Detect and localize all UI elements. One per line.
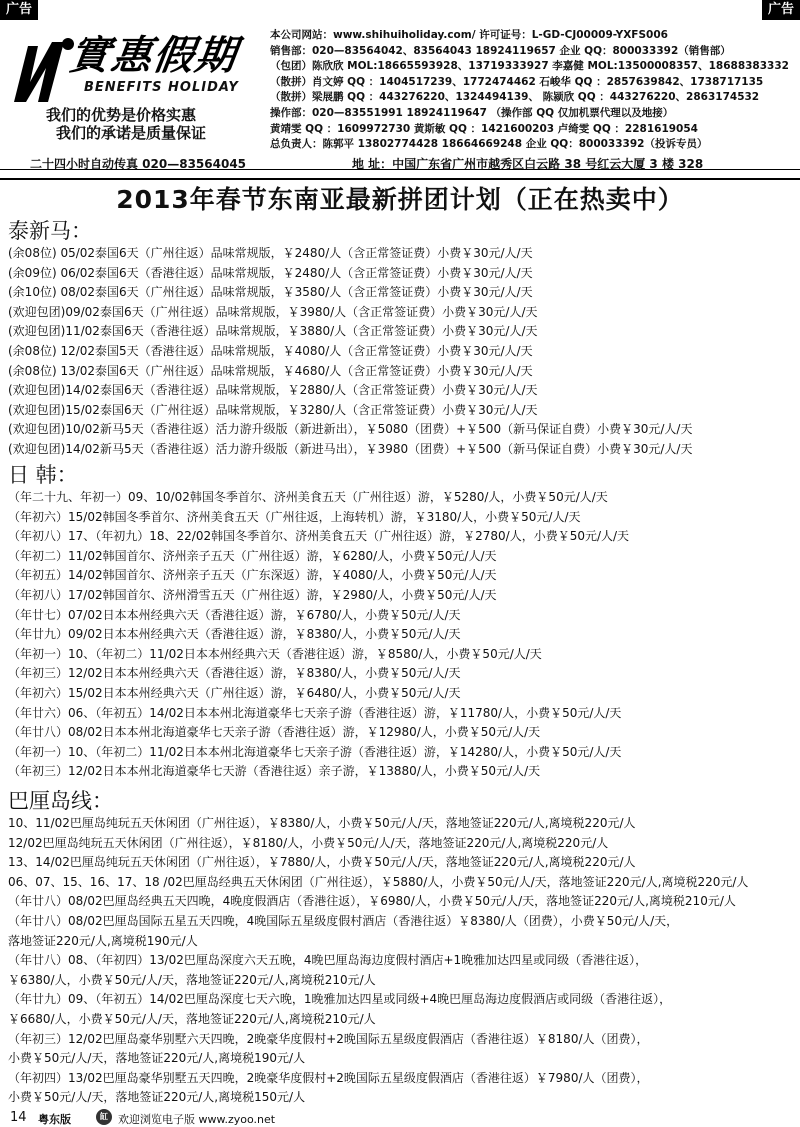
publisher-logo-icon: 缸 [96,1109,112,1125]
tour-line: （年初三）12/02巴厘岛豪华别墅六天四晚，2晚豪华度假村+2晚国际五星级度假酒店（香港往返）￥8180/人（团费）， [8,1031,649,1046]
tour-line: ￥6680/人，小费￥50元/人/天，落地签证220元/人,离境税210元/人 [8,1011,376,1026]
tour-line: 12/02巴厘岛纯玩五天休闲团（广州往返），￥8180/人，小费￥50元/人/天，落地签证220元/人,离境税220元/人 [8,835,609,850]
tour-line: （年初六）15/02韩国冬季首尔、济州美食五天（广州往返，上海转机）游，￥3180/人，小费￥50元/人/天 [8,509,581,524]
tour-line: (余08位) 13/02泰国6天（广州往返）品味常规版，￥4680/人（含正常签证费）小费￥30元/人/天 [8,363,533,378]
tour-line: (欢迎包团)15/02泰国6天（广州往返）品味常规版，￥3280/人（含正常签证费）小费￥30元/人/天 [8,402,538,417]
contact-row: （散拼）肖文婷 QQ ：1404517239、1772474462 石峻华 QQ ：2857639842、1738717135 [270,75,764,88]
tour-line: （年初三）12/02日本本州北海道豪华七天游（香港往返）亲子游，￥13880/人，小费￥50元/人/天 [8,764,541,779]
logo-chinese-name: 實惠假期 [66,32,241,79]
tour-line: 10、11/02巴厘岛纯玩五天休闲团（广州往返），￥8380/人，小费￥50元/人/天，落地签证220元/人,离境税220元/人 [8,816,636,830]
tour-line: （年廿九）09/02日本本州经典六天（香港往返）游，￥8380/人，小费￥50元/人/天 [8,627,461,642]
contact-row: 操作部：020—83551991 18924119647 （操作部 QQ 仅加机票代理以及地接） [270,106,674,119]
tour-line: ￥6380/人，小费￥50元/人/天，落地签证220元/人,离境税210元/人 [8,972,376,987]
tour-line: （年廿九）09、（年初五）14/02巴厘岛深度七天六晚，1晚雅加达四星或同级+4晚巴厘岛海边度假酒店或同级（香港往返）， [8,992,672,1007]
company-header [0,18,800,180]
contact-row: 本公司网站：www.shihuiholiday.com/ 许可证号：L-GD-CJ00009-YXFS006 [270,29,668,41]
logo-english-name: BENEFITS HOLIDAY [84,80,239,95]
tour-line: （年初一）10、（年初二）11/02日本本州北海道豪华七天亲子游（香港往返）游，￥14280/人，小费￥50元/人/天 [8,744,622,759]
tour-line: (欢迎包团)10/02新马5天（香港往返）活力游升级版（新进新出），￥5080（团费）+￥500（新马保证自费）小费￥30元/人/天 [8,422,693,437]
tour-line: (余09位) 06/02泰国6天（香港往返）品味常规版，￥2480/人（含正常签证费）小费￥30元/人/天 [8,265,533,280]
tour-line: （年初六）15/02日本本州经典六天（广州往返）游，￥6480/人，小费￥50元/人/天 [8,685,461,700]
tour-line: (欢迎包团)14/02泰国6天（香港往返）品味常规版，￥2880/人（含正常签证费）小费￥30元/人/天 [8,383,538,398]
tour-line: （年廿八）08/02巴厘岛经典五天四晚，4晚度假酒店（香港往返），￥6980/人，小费￥50元/人/天，落地签证220元/人,离境税210元/人 [8,894,736,909]
contact-row: 销售部：020—83564042、83564043 18924119657 企业 QQ：800033392（销售部） [270,44,731,57]
tour-line: （年初五）14/02韩国首尔、济州亲子五天（广东深返）游，￥4080/人，小费￥50元/人/天 [8,568,497,583]
tour-line: （年二十九、年初一）09、10/02韩国冬季首尔、济州美食五天（广州往返）游，￥5280/人，小费￥50元/人/天 [8,490,608,504]
website-promo: 欢迎浏览电子版 www.zyoo.net [118,1113,276,1126]
tour-line: 落地签证220元/人,离境税190元/人 [8,933,198,948]
company-logo [6,22,268,144]
top-bar [0,0,800,20]
slogan-price: 我们的优势是价格实惠 [46,106,197,124]
edition-label: 粤东版 [38,1113,71,1126]
ad-tag-left: 广告 [0,0,38,20]
tour-line: (余10位) 08/02泰国6天（广州往返）品味常规版，￥3580/人（含正常签证费）小费￥30元/人/天 [8,285,533,300]
contact-info [270,28,798,153]
ad-tag-right: 广告 [762,0,800,20]
tour-line: （年廿八）08/02日本本州北海道豪华七天亲子游（香港往返）游，￥12980/人，小费￥50元/人/天 [8,725,541,740]
tour-line: (欢迎包团)11/02泰国6天（香港往返）品味常规版，￥3880/人（含正常签证费）小费￥30元/人/天 [8,324,538,339]
contact-row: 总负责人：陈郭平 13802774428 18664669248 企业 QQ：800033392（投诉专员） [270,138,708,151]
tour-line: （年初八）17、（年初九）18、22/02韩国冬季首尔、济州美食五天（广州往返）游，￥2780/人，小费￥50元/人/天 [8,529,630,544]
tour-line: （年初八）17/02韩国首尔、济州滑雪五天（广州往返）游，￥2980/人，小费￥50元/人/天 [8,587,497,602]
tour-line: 小费￥50元/人/天，落地签证220元/人,离境税190元/人 [8,1051,306,1066]
section-japan-korea [8,462,629,782]
page-footer [0,1108,800,1127]
section-thailand-singapore-malaysia [8,218,692,460]
tour-line: （年初三）12/02日本本州经典六天（香港往返）游，￥8380/人，小费￥50元/人/天 [8,666,461,681]
tour-line: （年初一）10、（年初二）11/02日本本州经典六天（香港往返）游，￥8580/人，小费￥50元/人/天 [8,646,542,661]
tour-line: (欢迎包团)14/02新马5天（香港往返）活力游升级版（新进马出），￥3980（团费）+￥500（新马保证自费）小费￥30元/人/天 [8,441,693,456]
tour-line: (余08位) 05/02泰国6天（广州往返）品味常规版，￥2480/人（含正常签证费）小费￥30元/人/天 [8,246,533,260]
section-heading: 泰新马： [8,219,92,243]
tour-line: （年廿八）08、（年初四）13/02巴厘岛深度六天五晚，4晚巴厘岛海边度假村酒店+1晚雅加达四星或同级（香港往返）， [8,953,648,968]
contact-row: 黄靖雯 QQ ：1609972730 黄斯敏 QQ ：1421600203 卢绮雯 QQ ：2281619054 [270,122,698,135]
fax-number: 二十四小时自动传真 020—83564045 [30,157,247,171]
tour-list [8,814,748,1108]
tour-line: （年廿六）06、（年初五）14/02日本本州北海道豪华七天亲子游（香港往返）游，￥11780/人，小费￥50元/人/天 [8,705,622,720]
tour-line: （年廿七）07/02日本本州经典六天（香港往返）游，￥6780/人，小费￥50元/人/天 [8,607,461,622]
contact-row: （包团）陈欣欣 MOL:18665593928、13719333927 李嘉健 MOL:13500008357、18688383332 [270,60,789,73]
company-address: 地 址：中国广东省广州市越秀区白云路 38 号红云大厦 3 楼 328 [352,157,704,171]
slogan-quality: 我们的承诺是质量保证 [56,124,207,142]
tour-line: （年廿八）08/02巴厘岛国际五星五天四晚，4晚国际五星级度假村酒店（香港往返）￥8380/人（团费），小费￥50元/人/天， [8,913,679,928]
tour-line: 13、14/02巴厘岛纯玩五天休闲团（广州往返），￥7880/人，小费￥50元/人/天，落地签证220元/人,离境税220元/人 [8,855,636,870]
section-heading: 巴厘岛线： [8,789,113,813]
tour-line: （年初四）13/02巴厘岛豪华别墅五天四晚，2晚豪华度假村+2晚国际五星级度假酒店（香港往返）￥7980/人（团费）， [8,1070,649,1085]
tour-line: (欢迎包团)09/02泰国6天（广州往返）品味常规版，￥3980/人（含正常签证费）小费￥30元/人/天 [8,304,538,319]
tour-line: 06、07、15、16、17、18 /02巴厘岛经典五天休闲团（广州往返），￥5880/人，小费￥50元/人/天，落地签证220元/人,离境税220元/人 [8,874,749,889]
contact-row: （散拼）梁展鹏 QQ ：443276220、1324494139、 陈颍欣 QQ ：443276220、2863174532 [270,91,760,104]
tour-line: （年初二）11/02韩国首尔、济州亲子五天（广州往返）游，￥6280/人，小费￥50元/人/天 [8,548,497,563]
section-bali [8,788,748,1108]
tour-list [8,488,629,782]
page-number: 14 [10,1110,27,1125]
section-heading: 日 韩： [8,463,78,487]
page-title: 2013年春节东南亚最新拼团计划（正在热卖中） [116,185,684,214]
tour-list [8,244,692,460]
tour-line: (余08位) 12/02泰国5天（香港往返）品味常规版，￥4080/人（含正常签证费）小费￥30元/人/天 [8,343,533,358]
tour-line: 小费￥50元/人/天，落地签证220元/人,离境税150元/人 [8,1090,306,1105]
